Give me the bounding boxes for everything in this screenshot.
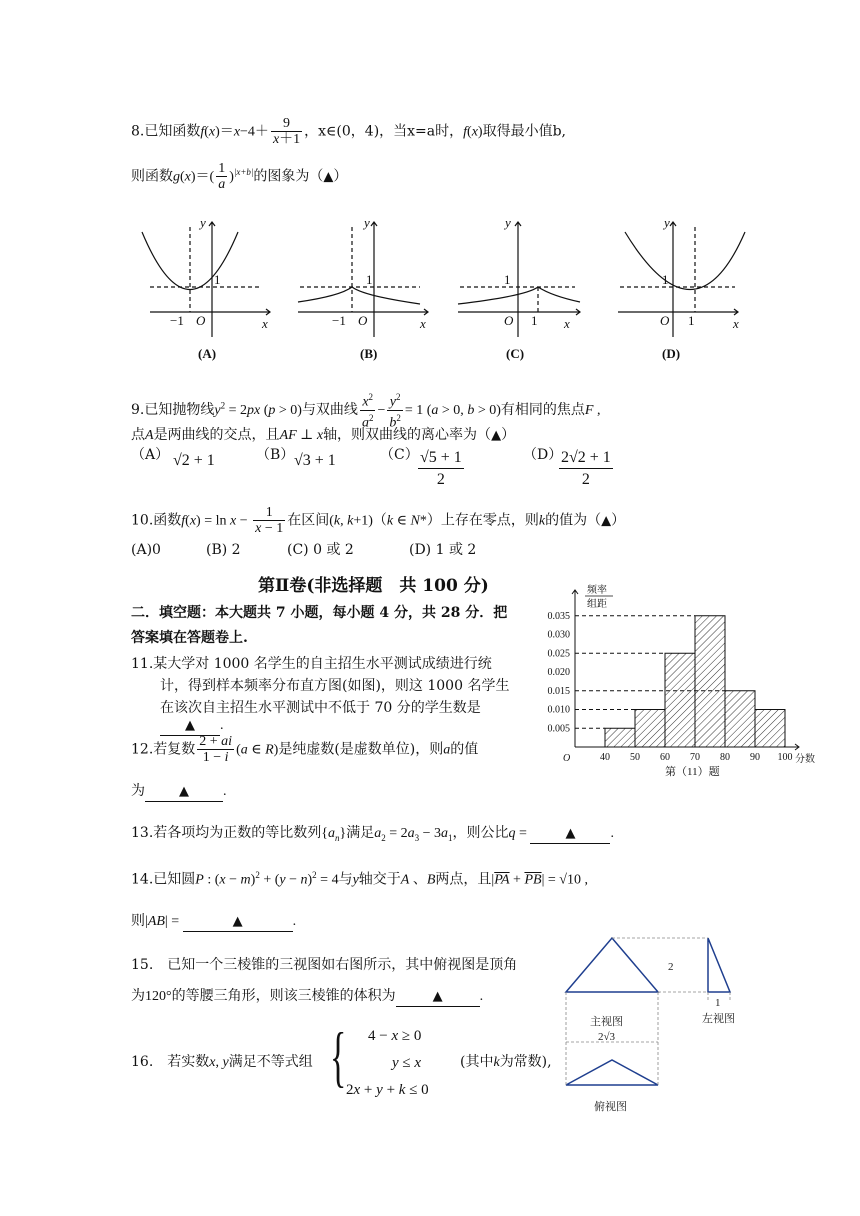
graph-b-y: y bbox=[364, 215, 370, 230]
left-view-triangle bbox=[708, 938, 730, 992]
view-base: 2√3 bbox=[598, 1031, 616, 1043]
y-tick-label: 0.010 bbox=[547, 704, 570, 716]
x-tick-label: 60 bbox=[660, 752, 670, 763]
q14-line2: 则|AB| = ▲ . bbox=[131, 912, 296, 932]
graph-b-one: 1 bbox=[366, 272, 373, 287]
graph-c-one: 1 bbox=[504, 272, 511, 287]
graph-d-x: x bbox=[733, 316, 739, 331]
top-view-label: 俯视图 bbox=[594, 1101, 627, 1113]
q10-line: 10.函数f(x) = ln x − $\frac{1}{x - 1}$ 在区间(k, k+1)（k ∈ N*）上存在零点，则k的值为（▲） bbox=[131, 505, 626, 536]
q15-three-views bbox=[560, 930, 760, 1120]
graph-a-neg1: −1 bbox=[170, 313, 184, 328]
q8-graphs bbox=[0, 212, 860, 362]
q9-line1: 9.已知抛物线$y^2 = 2px$ (p > 0)与双曲线 $\frac{x^2}{a^2}$ − $\frac{y^2}{b^2}$ = 1 (a > 0, b > 0)有相同的焦点F , bbox=[131, 392, 601, 431]
histogram-bar-70-80 bbox=[695, 616, 725, 747]
view-height: 2 bbox=[668, 961, 674, 973]
q8-frac: $\frac{9}{x+1}$ bbox=[272, 116, 301, 147]
q13-line: 13.若各项均为正数的等比数列$\{a_n\}$满足$a_2 = 2a_3 - 3a_1$，则公比q = ▲ . bbox=[131, 825, 614, 843]
q10-option-d: (D) 1 或 2 bbox=[409, 542, 477, 558]
q10-option-a: (A)0 bbox=[131, 542, 161, 558]
q11-line2: 计，得到样本频率分布直方图(如图)，则这 1000 名学生 bbox=[160, 678, 510, 694]
q11-line3: 在该次自主招生水平测试中不低于 70 分的学生数是 bbox=[160, 700, 481, 716]
q9-options: （A） √2 + 1 （B） √3 + 1 （C） $\frac{√5 + 1}{2}$ （D） $\frac{2√2 + 1}{2}$ bbox=[131, 447, 611, 488]
left-view-label: 左视图 bbox=[702, 1013, 735, 1025]
x-tick-label: 50 bbox=[630, 752, 640, 763]
graph-b-label: (B) bbox=[360, 346, 378, 361]
histogram-bar-80-90 bbox=[725, 691, 755, 747]
graph-c-pos1: 1 bbox=[531, 313, 538, 328]
graph-c-label: (C) bbox=[506, 346, 525, 361]
graph-a-y: y bbox=[200, 215, 206, 230]
histogram-bar-50-60 bbox=[635, 710, 665, 748]
histogram-bar-40-50 bbox=[605, 728, 635, 747]
y-tick-label: 0.030 bbox=[547, 629, 570, 641]
q16-system: { 4 − x ≥ 0 y ≤ x 2x + y + k ≤ 0 (其中k为常数), bbox=[330, 1018, 552, 1098]
graph-d-one: 1 bbox=[662, 272, 669, 287]
x-tick-label: 40 bbox=[600, 752, 610, 763]
graph-a-one: 1 bbox=[214, 272, 221, 287]
section2-line2: 答案填在答题卷上. bbox=[131, 630, 248, 646]
graph-d-label: (D) bbox=[662, 346, 681, 361]
x-tick-label: 70 bbox=[690, 752, 700, 763]
q9-option-a: （A） bbox=[131, 447, 170, 463]
q10-option-b: (B) 2 bbox=[206, 542, 241, 558]
q10-option-c: (C) 0 或 2 bbox=[287, 542, 354, 558]
y-axis-label-bottom: 组距 bbox=[587, 599, 607, 610]
part2-title: 第Ⅱ卷(非选择题 共 100 分) bbox=[258, 576, 489, 596]
q9-option-d: （D） bbox=[523, 447, 563, 463]
main-view-triangle bbox=[566, 938, 658, 992]
y-tick-label: 0.005 bbox=[547, 723, 570, 735]
x-tick-label: 90 bbox=[750, 752, 760, 763]
x-tick-label: 100 bbox=[777, 752, 793, 763]
x-axis-label: 分数 bbox=[795, 754, 815, 765]
q8-line1: 8.已知函数f(x)＝x−4＋ $\frac{9}{x+1}$ ，x∈(0，4)，当x=a时，f(x)取得最小值b, bbox=[131, 116, 567, 147]
graph-c-x: x bbox=[564, 316, 570, 331]
graph-d-y: y bbox=[664, 215, 670, 230]
graph-b-o: O bbox=[358, 313, 368, 328]
graph-b-x: x bbox=[420, 316, 426, 331]
main-view-label: 主视图 bbox=[590, 1016, 623, 1028]
y-tick-label: 0.025 bbox=[547, 648, 570, 660]
y-tick-label: 0.035 bbox=[547, 610, 570, 622]
origin-label: O bbox=[563, 753, 571, 764]
q8-line2: 则函数g(x)＝( $\frac{1}{a}$ )$^{|x+b|}$的图象为（▲） bbox=[131, 161, 348, 192]
q9-line2: 点A是两曲线的交点，且AF ⊥ x轴，则双曲线的离心率为（▲） bbox=[131, 427, 516, 443]
q15-line1: 15. 已知一个三棱锥的三视图如右图所示，其中俯视图是顶角 bbox=[131, 957, 518, 973]
section2-line1: 二．填空题：本大题共 7 小题，每小题 4 分，共 28 分．把 bbox=[131, 605, 508, 621]
q16-line: 16. 若实数x, y满足不等式组 bbox=[131, 1054, 313, 1070]
q9-option-c: （C） bbox=[380, 447, 419, 463]
view-width: 1 bbox=[715, 997, 721, 1009]
graph-d-pos1: 1 bbox=[688, 313, 695, 328]
graph-b-neg1: −1 bbox=[332, 313, 346, 328]
q11-line1: 11.某大学对 1000 名学生的自主招生水平测试成绩进行统 bbox=[131, 656, 492, 672]
y-axis-label-top: 频率 bbox=[587, 585, 607, 596]
graph-a-label: (A) bbox=[198, 346, 217, 361]
graph-a-o: O bbox=[196, 313, 206, 328]
q12-line2: 为 ▲ . bbox=[131, 782, 227, 802]
q9-option-b: （B） bbox=[256, 447, 295, 463]
graph-c-o: O bbox=[504, 313, 514, 328]
chart-caption: 第（11）题 bbox=[665, 766, 720, 778]
y-tick-label: 0.015 bbox=[547, 685, 570, 697]
q12-line1: 12.若复数 $\frac{2 + ai}{1 - i}$ (a ∈ R)是纯虚数(是虚数单位)，则a的值 bbox=[131, 734, 479, 765]
q11-answer: ▲ . bbox=[160, 716, 224, 736]
q11-histogram bbox=[545, 582, 815, 792]
histogram-bar-60-70 bbox=[665, 653, 695, 747]
y-tick-label: 0.020 bbox=[547, 667, 570, 678]
graph-a-x: x bbox=[262, 316, 268, 331]
graph-c-y: y bbox=[505, 215, 511, 230]
histogram-bar-90-100 bbox=[755, 710, 785, 748]
graph-d-o: O bbox=[660, 313, 670, 328]
x-tick-label: 80 bbox=[720, 752, 730, 763]
q14-line1: 14.已知圆P : $(x - m)^2 + (y - n)^2 = 4$与y轴交于A 、B两点，且$|\overline{PA} + \overline{PB}| = √10$ , bbox=[131, 870, 588, 888]
q15-line2: 为120°的等腰三角形，则该三棱锥的体积为 ▲ . bbox=[131, 987, 483, 1007]
